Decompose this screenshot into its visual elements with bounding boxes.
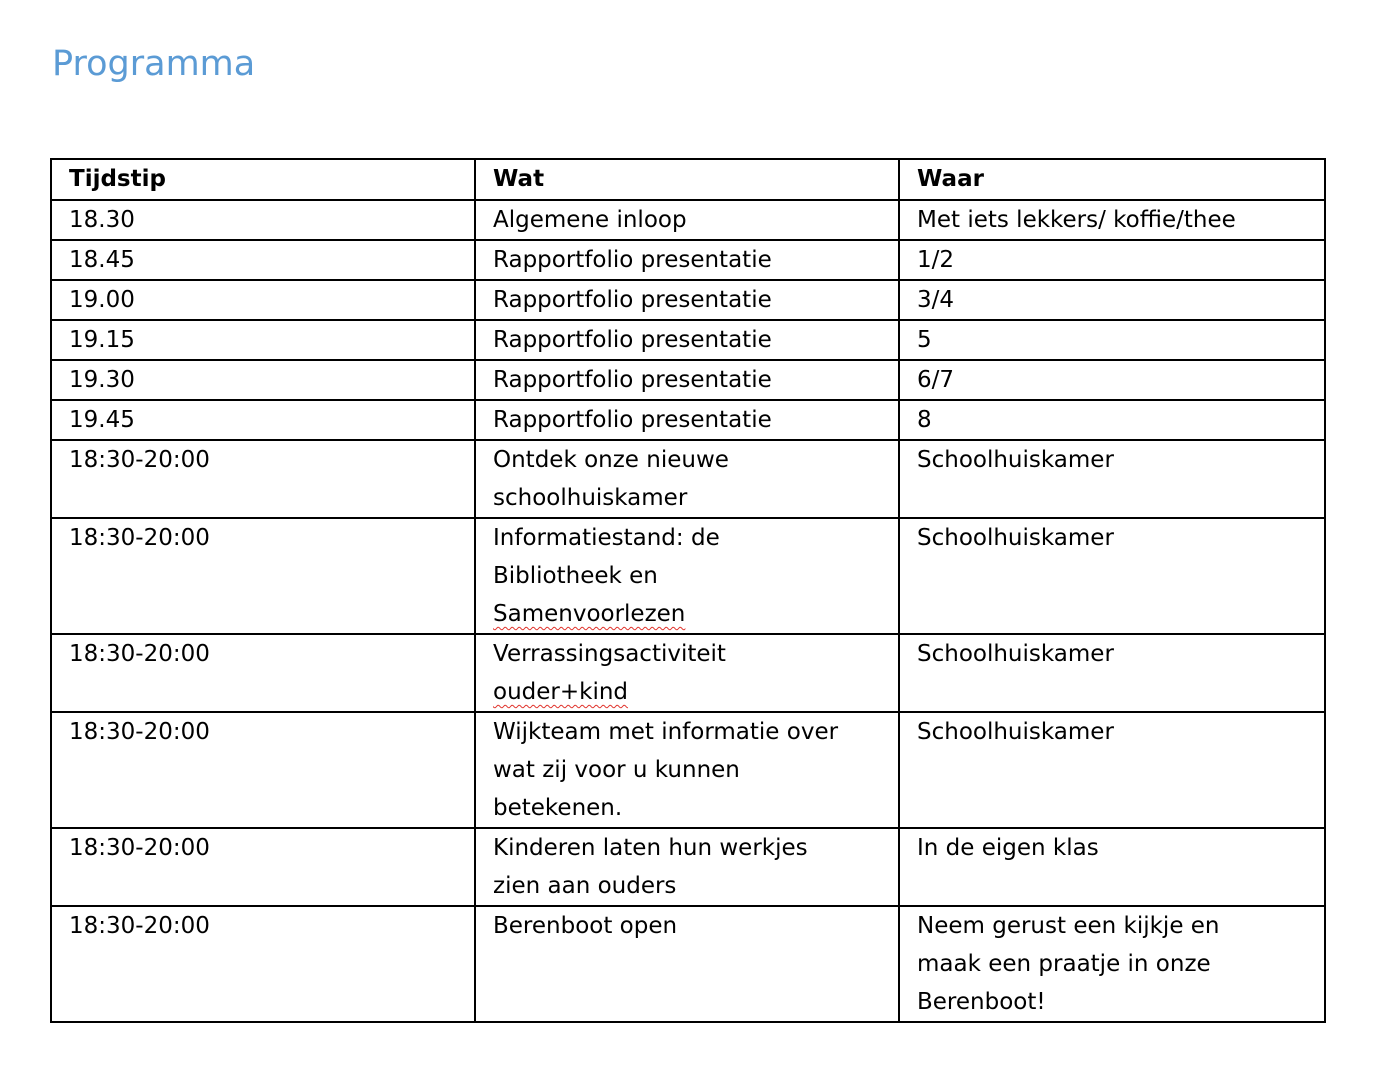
cell-tijdstip: 18.45 bbox=[51, 240, 475, 280]
table-row bbox=[51, 518, 1325, 634]
table-row bbox=[51, 712, 1325, 828]
cell-waar: 6/7 bbox=[899, 360, 1325, 400]
cell-line: schoolhuiskamer bbox=[493, 485, 688, 511]
cell-line: maak een praatje in onze bbox=[917, 951, 1211, 977]
cell-line: Wijkteam met informatie over bbox=[493, 719, 839, 745]
cell-waar: Schoolhuiskamer bbox=[899, 712, 1325, 828]
cell-line: Berenboot! bbox=[917, 989, 1046, 1015]
cell-tijdstip: 19.15 bbox=[51, 320, 475, 360]
header-waar: Waar bbox=[899, 159, 1325, 200]
cell-wat: Rapportfolio presentatie bbox=[475, 280, 899, 320]
cell-waar bbox=[899, 906, 1325, 1022]
cell-tijdstip: 19.45 bbox=[51, 400, 475, 440]
cell-line: Informatiestand: de bbox=[493, 525, 720, 551]
cell-waar: Schoolhuiskamer bbox=[899, 634, 1325, 712]
cell-wat: Berenboot open bbox=[475, 906, 899, 1022]
cell-waar: 8 bbox=[899, 400, 1325, 440]
cell-line: Ontdek onze nieuwe bbox=[493, 447, 729, 473]
cell-line: Verrassingsactiviteit bbox=[493, 641, 726, 667]
cell-tijdstip: 18.30 bbox=[51, 200, 475, 240]
program-table bbox=[50, 158, 1326, 1023]
cell-tijdstip: 18:30-20:00 bbox=[51, 828, 475, 906]
cell-wat bbox=[475, 440, 899, 518]
cell-wat bbox=[475, 634, 899, 712]
table-row bbox=[51, 240, 1325, 280]
cell-tijdstip: 18:30-20:00 bbox=[51, 440, 475, 518]
cell-wat: Algemene inloop bbox=[475, 200, 899, 240]
cell-waar: Met iets lekkers/ koffie/thee bbox=[899, 200, 1325, 240]
cell-wat bbox=[475, 518, 899, 634]
table-header-row bbox=[51, 159, 1325, 200]
cell-tijdstip: 18:30-20:00 bbox=[51, 906, 475, 1022]
cell-waar: Schoolhuiskamer bbox=[899, 518, 1325, 634]
table-row bbox=[51, 634, 1325, 712]
cell-line: Bibliotheek en bbox=[493, 563, 658, 589]
cell-line: Kinderen laten hun werkjes bbox=[493, 835, 808, 861]
cell-wat: Rapportfolio presentatie bbox=[475, 400, 899, 440]
cell-waar: 3/4 bbox=[899, 280, 1325, 320]
header-wat: Wat bbox=[475, 159, 899, 200]
cell-waar: 5 bbox=[899, 320, 1325, 360]
page-title: Programma bbox=[52, 44, 256, 84]
cell-line: wat zij voor u kunnen bbox=[493, 757, 740, 783]
table-row bbox=[51, 400, 1325, 440]
cell-tijdstip: 19.00 bbox=[51, 280, 475, 320]
cell-waar: In de eigen klas bbox=[899, 828, 1325, 906]
cell-wat bbox=[475, 712, 899, 828]
cell-tijdstip: 18:30-20:00 bbox=[51, 518, 475, 634]
table-row bbox=[51, 440, 1325, 518]
cell-wat bbox=[475, 828, 899, 906]
cell-tijdstip: 18:30-20:00 bbox=[51, 712, 475, 828]
cell-line: zien aan ouders bbox=[493, 873, 677, 899]
header-tijdstip: Tijdstip bbox=[51, 159, 475, 200]
cell-wat: Rapportfolio presentatie bbox=[475, 360, 899, 400]
table-row bbox=[51, 320, 1325, 360]
spellcheck-flagged-word: ouder+kind bbox=[493, 679, 629, 705]
cell-waar: 1/2 bbox=[899, 240, 1325, 280]
cell-line: betekenen. bbox=[493, 795, 623, 821]
table-row bbox=[51, 828, 1325, 906]
table-row bbox=[51, 200, 1325, 240]
cell-waar: Schoolhuiskamer bbox=[899, 440, 1325, 518]
table-row bbox=[51, 280, 1325, 320]
spellcheck-flagged-word: Samenvoorlezen bbox=[493, 601, 686, 627]
cell-wat: Rapportfolio presentatie bbox=[475, 320, 899, 360]
cell-wat: Rapportfolio presentatie bbox=[475, 240, 899, 280]
table-row bbox=[51, 906, 1325, 1022]
cell-tijdstip: 18:30-20:00 bbox=[51, 634, 475, 712]
cell-tijdstip: 19.30 bbox=[51, 360, 475, 400]
cell-line: Neem gerust een kijkje en bbox=[917, 913, 1220, 939]
table-row bbox=[51, 360, 1325, 400]
